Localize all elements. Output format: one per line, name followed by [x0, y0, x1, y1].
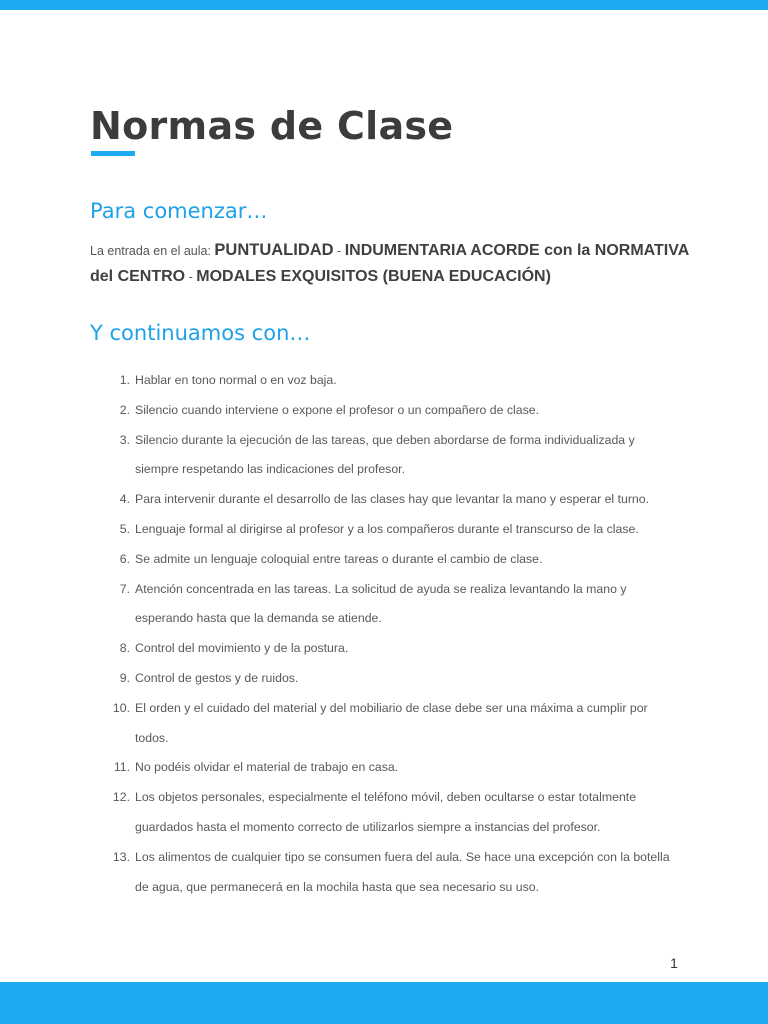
- rule-text: Los objetos personales, especialmente el teléfono móvil, deben ocultarse o estar totalmente guardados hasta el momento correcto de utilizarlos siempre a instancias del profesor.: [135, 790, 637, 834]
- top-accent-bar: [0, 0, 768, 10]
- rule-number: 9.: [119, 670, 130, 685]
- rule-item: [90, 515, 670, 545]
- rule-item: [90, 396, 670, 426]
- rule-number: 3.: [119, 432, 130, 447]
- rule-item: [90, 426, 670, 486]
- rule-text: Control de gestos y de ruidos.: [135, 670, 299, 685]
- rule-item: [90, 575, 670, 635]
- intro-separator: -: [333, 244, 345, 258]
- rule-number: 5.: [119, 521, 130, 536]
- rule-text: Silencio cuando interviene o expone el profesor o un compañero de clase.: [135, 402, 540, 417]
- section-heading-continue: Y continuamos con…: [90, 321, 311, 345]
- rule-text: No podéis olvidar el material de trabajo en casa.: [135, 760, 399, 775]
- rule-item: [90, 664, 670, 694]
- rule-item: [90, 753, 670, 783]
- rule-text: Los alimentos de cualquier tipo se consumen fuera del aula. Se hace una excepción con la botella de agua, que permanecerá en la mochila hasta que sea necesario su uso.: [135, 849, 670, 894]
- rule-number: 10.: [112, 700, 130, 715]
- rule-number: 2.: [119, 402, 130, 417]
- rule-item: [90, 783, 670, 843]
- page-number: 1: [670, 955, 678, 971]
- rule-number: 12.: [112, 790, 130, 805]
- rule-number: 7.: [119, 581, 130, 596]
- rule-number: 8.: [119, 641, 130, 656]
- rule-text: El orden y el cuidado del material y del mobiliario de clase debe ser una máxima a cumplir por todos.: [135, 700, 648, 745]
- rule-text: Silencio durante la ejecución de las tareas, que deben abordarse de forma individualizada y siempre respetando las indicaciones del profesor.: [135, 432, 635, 477]
- rule-item: [90, 366, 670, 396]
- rule-item: [90, 843, 670, 903]
- intro-paragraph: [90, 238, 690, 290]
- section-heading-start: Para comenzar…: [90, 199, 268, 223]
- intro-item-dress-code: INDUMENTARIA ACORDE con la NORMATIVA del CENTRO: [90, 242, 689, 285]
- rule-item: [90, 485, 670, 515]
- rule-item: [90, 634, 670, 664]
- rule-text: Control del movimiento y de la postura.: [135, 641, 349, 656]
- rule-text: Atención concentrada en las tareas. La solicitud de ayuda se realiza levantando la mano y esperando hasta que la demanda se atiende.: [135, 581, 627, 626]
- rule-text: Hablar en tono normal o en voz baja.: [135, 373, 337, 387]
- rule-number: 13.: [112, 849, 130, 864]
- rule-item: [90, 694, 670, 754]
- intro-item-punctuality: PUNTUALIDAD: [214, 241, 334, 259]
- intro-separator: -: [185, 270, 197, 284]
- title-underline: [91, 151, 135, 156]
- page-title: Normas de Clase: [90, 104, 454, 148]
- bottom-accent-bar: [0, 982, 768, 1024]
- rule-text: Lenguaje formal al dirigirse al profesor y a los compañeros durante el transcurso de la clase.: [135, 521, 639, 536]
- rule-text: Se admite un lenguaje coloquial entre tareas o durante el cambio de clase.: [135, 551, 543, 566]
- rules-list: [90, 366, 670, 902]
- rule-number: 6.: [119, 551, 130, 566]
- rule-number: 4.: [119, 492, 130, 507]
- rule-number: 1.: [119, 373, 130, 387]
- intro-prefix: La entrada en el aula:: [90, 244, 215, 258]
- rule-number: 11.: [113, 760, 130, 775]
- intro-item-manners: MODALES EXQUISITOS (BUENA EDUCACIÓN): [196, 268, 551, 285]
- rule-item: [90, 545, 670, 575]
- rule-text: Para intervenir durante el desarrollo de las clases hay que levantar la mano y esperar el turno.: [135, 492, 650, 507]
